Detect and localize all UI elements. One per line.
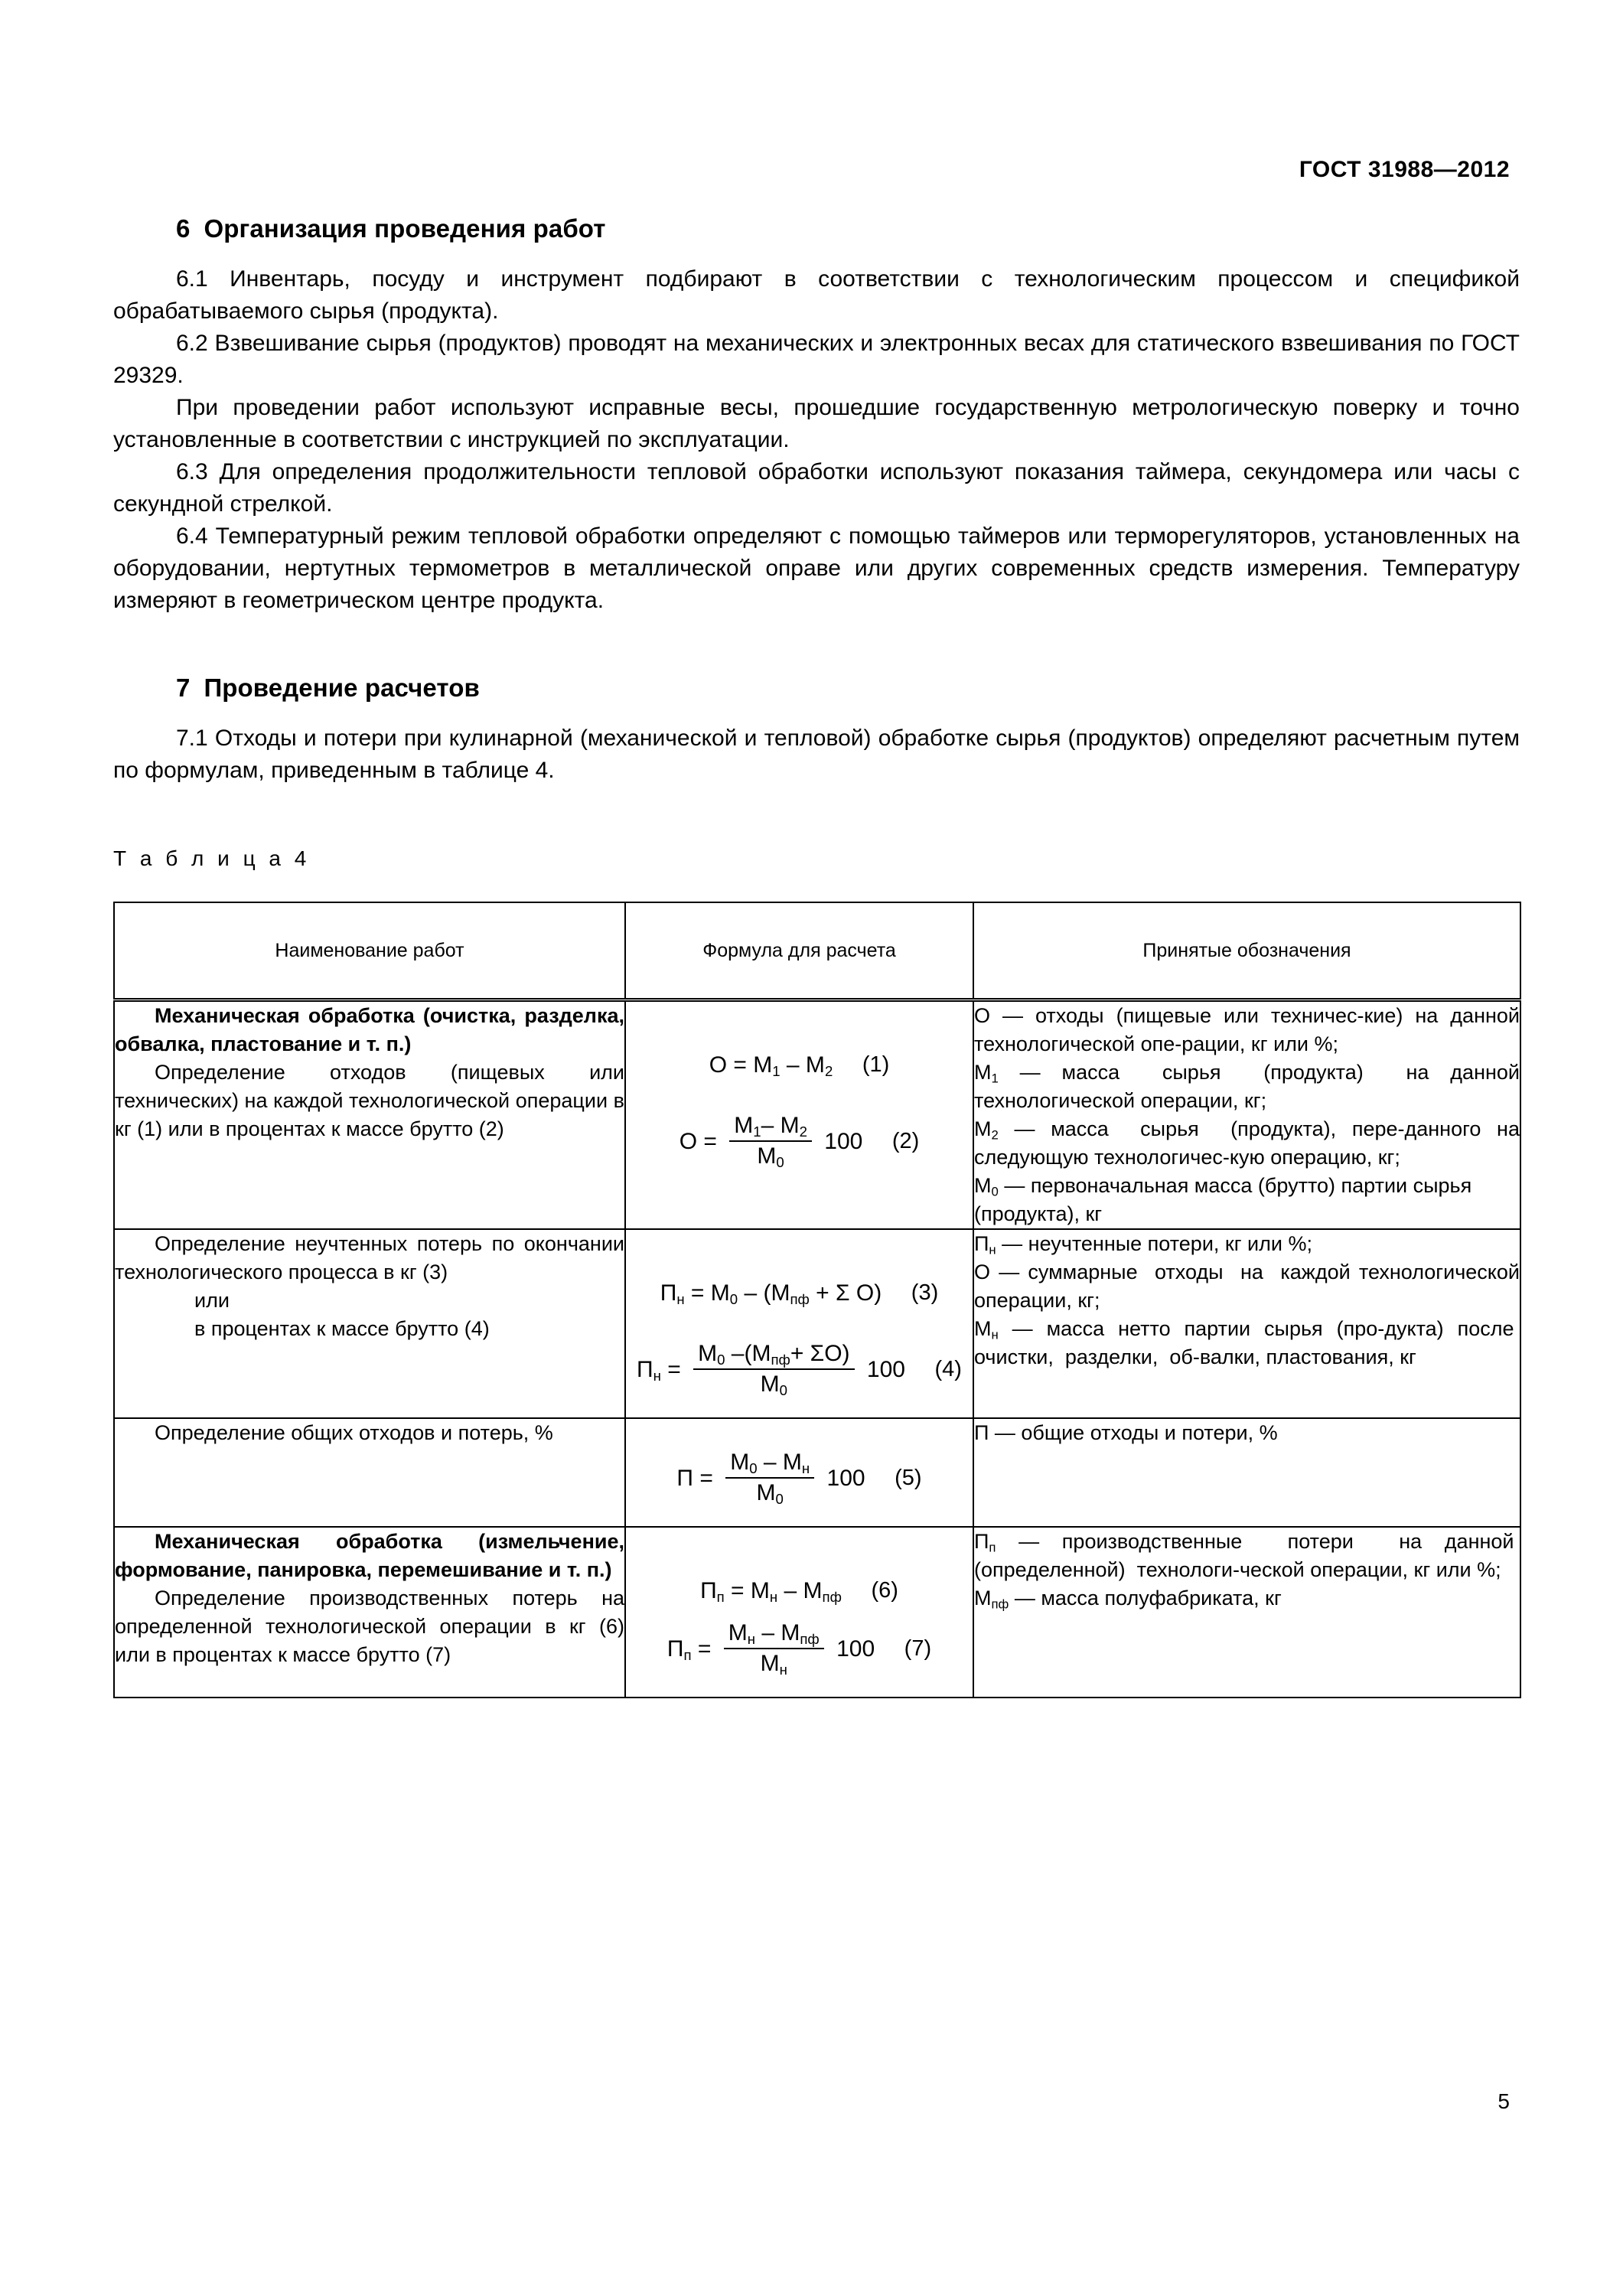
notation-item: $M_2$ — масса сырья (продукта), пере-данного на следующую технологичес-кую операцию, кг; [974, 1117, 1520, 1169]
work-description-or: или [194, 1289, 230, 1312]
column-header-work-name: Наименование работ [114, 902, 625, 1000]
notation-cell [973, 1418, 1520, 1527]
formula-4 [632, 1341, 966, 1397]
running-head: ГОСТ 31988—2012 [1299, 157, 1510, 182]
formula-7-tag: (7) [904, 1636, 932, 1661]
caption-gap [113, 871, 1520, 902]
page-content [113, 214, 1520, 1698]
calculation-table [113, 902, 1521, 1698]
notation-cell [973, 1229, 1520, 1418]
table-header-row [114, 902, 1520, 1000]
section-6-title: Организация проведения работ [204, 214, 606, 243]
formula-1-tag: (1) [862, 1052, 890, 1077]
work-description: Определение общих отходов и потерь, % [155, 1421, 553, 1444]
table-row [114, 1418, 1520, 1527]
paragraph-6-4: 6.4 Температурный режим тепловой обработки определяют с помощью таймеров или терморегуляторов, установленных на оборудовании, нертутных термометров в металлической оправе или других современных средств измерения. Температуру измеряют в геометрическом центре продукта. [113, 523, 1520, 613]
formula-cell [625, 1000, 973, 1230]
page-number: 5 [1498, 2089, 1510, 2113]
table-row [114, 1527, 1520, 1698]
formula-2 [632, 1113, 966, 1169]
work-title-bold: Механическая обработка (измельчение, формование, панировка, перемешивание и т. п.) [115, 1530, 624, 1581]
column-header-notation: Принятые обозначения [973, 902, 1520, 1000]
formula-1-expression: $О = M_1 - M_2$ [709, 1052, 833, 1080]
notation-item: $M_1$ — масса сырья (продукта) на данной технологической операции, кг; [974, 1061, 1520, 1112]
notation-cell [973, 1527, 1520, 1698]
work-name-cell [114, 1229, 625, 1418]
formula-2-expression: О = $\frac{M_1- M_2}{M_0}$ 100 [679, 1113, 863, 1171]
formula-7 [632, 1620, 966, 1677]
formula-5 [632, 1450, 966, 1506]
work-name-cell [114, 1000, 625, 1230]
formula-7-expression: $П_п$ = $\frac{M_н - M_{пф}}{M_н}$ 100 [666, 1620, 875, 1678]
work-description: Определение отходов (пищевых или технических) на каждой технологической операции в кг (1) или в процентах к массе брутто (2) [115, 1061, 624, 1140]
section-6-heading [113, 214, 1520, 243]
formula-3 [632, 1279, 966, 1307]
section-gap [113, 617, 1520, 673]
formula-5-tag: (5) [895, 1465, 922, 1490]
section-7-heading [113, 673, 1520, 703]
formula-4-tag: (4) [934, 1356, 962, 1381]
column-header-formula: Формула для расчета [625, 902, 973, 1000]
section-7-number: 7 [176, 673, 191, 702]
notation-item: $П_п$ — производственные потери на данной (определенной) технологи-ческой операции, кг или %; [974, 1530, 1520, 1581]
formula-4-expression: $П_н$ = $\frac{M_0 -(M_{пф}+ \Sigma О)}{M_0}$ 100 [637, 1341, 905, 1399]
notation-item: $M_0$ — первоначальная масса (брутто) партии сырья (продукта), кг [974, 1174, 1472, 1225]
paragraph-6-2: 6.2 Взвешивание сырья (продуктов) проводят на механических и электронных весах для статического взвешивания по ГОСТ 29329. [113, 331, 1520, 388]
formula-3-tag: (3) [911, 1280, 939, 1305]
notation-item: $M_н$ — масса нетто партии сырья (про-дукта) после очистки, разделки, об-валки, пластования, кг [974, 1317, 1520, 1368]
formula-3-expression: $П_н = M_0 - (M_{пф} + \Sigma$ О) [660, 1280, 882, 1308]
table-caption: Т а б л и ц а 4 [113, 846, 311, 870]
work-description: Определение неучтенных потерь по окончании технологического процесса в кг (3) [115, 1232, 624, 1283]
table-row [114, 1000, 1520, 1230]
table-row [114, 1229, 1520, 1418]
work-title-bold: Механическая обработка (очистка, разделка, обвалка, пластование и т. п.) [115, 1004, 624, 1055]
formula-5-expression: П = $\frac{M_0 - M_н}{M_0}$ 100 [676, 1450, 865, 1508]
paragraph-6-2-note: При проведении работ используют исправные весы, прошедшие государственную метрологическую поверку и точно установленные в соответствии с инструкцией по эксплуатации. [113, 395, 1520, 452]
paragraph-6-1: 6.1 Инвентарь, посуду и инструмент подбирают в соответствии с технологическим процессом и спецификой обрабатываемого сырья (продукта). [113, 266, 1520, 324]
notation-item: $П_н$ — неучтенные потери, кг или %; [974, 1232, 1312, 1257]
formula-1 [632, 1051, 966, 1079]
notation-item: $M_{пф}$ — масса полуфабриката, кг [974, 1587, 1282, 1612]
formula-cell [625, 1527, 973, 1698]
notation-item: О — отходы (пищевые или техничес-кие) на данной технологической опе-рации, кг или %; [974, 1004, 1520, 1055]
notation-cell [973, 1000, 1520, 1230]
paragraph-7-1: 7.1 Отходы и потери при кулинарной (механической и тепловой) обработке сырья (продуктов) определяют расчетным путем по формулам, приведенным в таблице 4. [113, 726, 1520, 783]
notation-item: П — общие отходы и потери, % [974, 1421, 1278, 1444]
table-gap [113, 787, 1520, 846]
formula-cell [625, 1229, 973, 1418]
section-7-title: Проведение расчетов [204, 673, 480, 702]
work-description: Определение производственных потерь на определенной технологической операции в кг (6) или в процентах к массе брутто (7) [115, 1587, 624, 1666]
formula-2-tag: (2) [891, 1128, 920, 1153]
work-name-cell [114, 1527, 625, 1698]
formula-6 [632, 1577, 966, 1605]
section-6-number: 6 [176, 214, 191, 243]
notation-item: О — суммарные отходы на каждой технологической операции, кг; [974, 1261, 1520, 1312]
formula-6-tag: (6) [871, 1578, 898, 1603]
formula-6-expression: $П_п = M_н - M_{пф}$ [700, 1578, 842, 1606]
formula-cell [625, 1418, 973, 1527]
work-description-percent: в процентах к массе брутто (4) [194, 1317, 490, 1340]
paragraph-6-3: 6.3 Для определения продолжительности тепловой обработки используют показания таймера, секундомера или часы с секундной стрелкой. [113, 459, 1520, 517]
work-name-cell [114, 1418, 625, 1527]
